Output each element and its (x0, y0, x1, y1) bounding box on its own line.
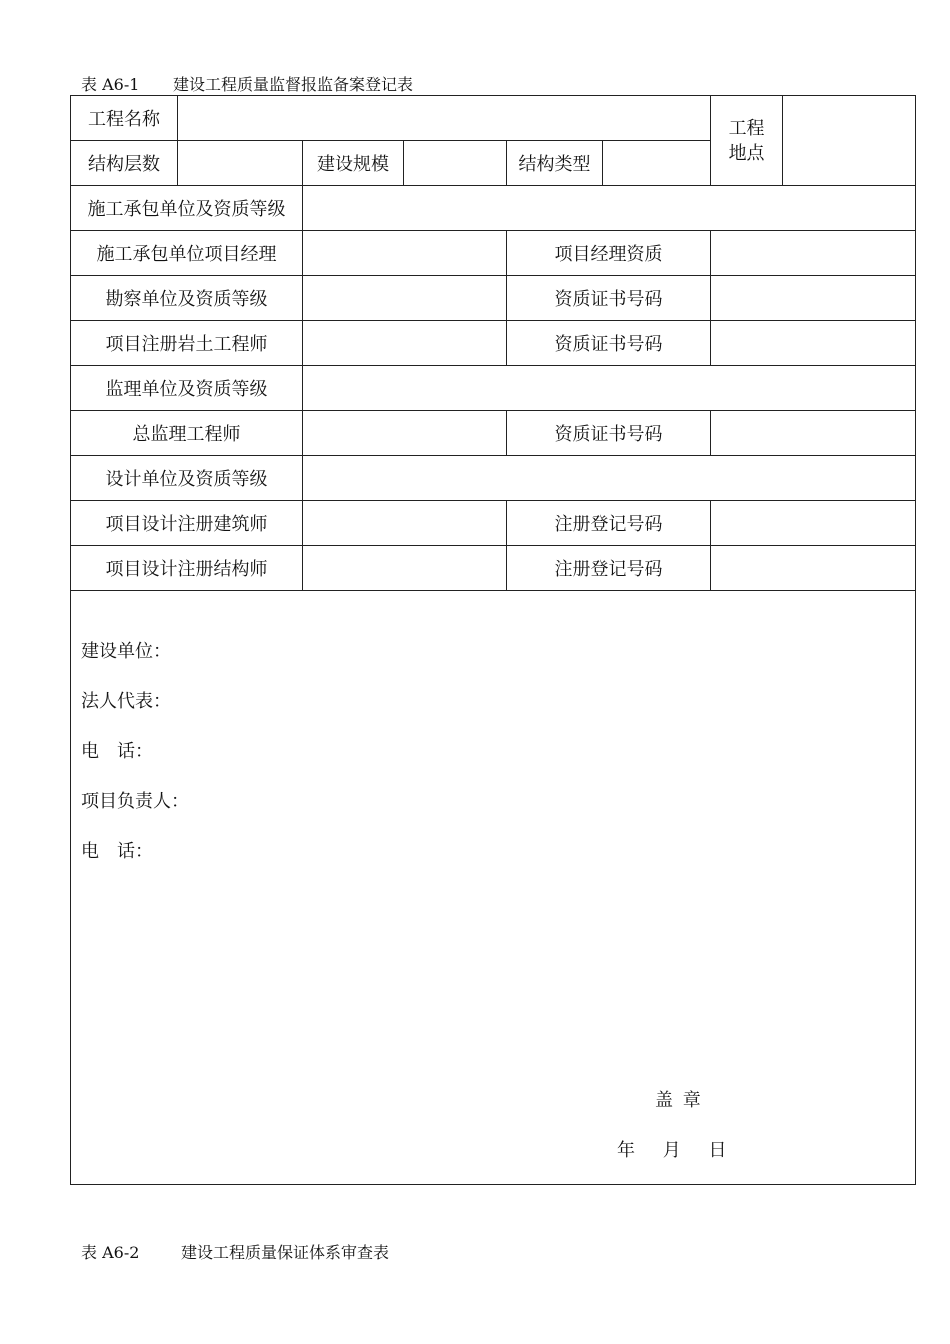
field-structural-engineer[interactable] (303, 546, 507, 591)
project-lead-label: 项目负责人： (81, 791, 189, 812)
date-line (617, 1136, 748, 1162)
label-chief-supervisor: 总监理工程师 (71, 411, 303, 456)
label-cert-no: 资质证书号码 (507, 321, 711, 366)
label-structure-floors: 结构层数 (71, 141, 178, 186)
label-structural-engineer: 项目设计注册结构师 (71, 546, 303, 591)
field-contractor-pm[interactable] (303, 231, 507, 276)
label-cert-no: 资质证书号码 (507, 411, 711, 456)
label-architect: 项目设计注册建筑师 (71, 501, 303, 546)
table-row (71, 456, 916, 501)
label-location-line1: 工程 (728, 117, 765, 139)
field-pm-qualification[interactable] (711, 231, 916, 276)
label-project-name: 工程名称 (71, 96, 178, 141)
label-construction-scale: 建设规模 (303, 141, 404, 186)
phone-label: 电 话： (81, 741, 153, 762)
registration-form-table (70, 95, 916, 1185)
field-cert-no[interactable] (711, 411, 916, 456)
label-location-line2: 地点 (728, 142, 765, 164)
field-project-location[interactable] (783, 96, 916, 186)
phone-label: 电 话： (81, 841, 153, 862)
form-caption-a6-1 (81, 72, 414, 95)
label-project-location (711, 96, 783, 186)
table-row (71, 96, 916, 141)
label-structure-type: 结构类型 (507, 141, 603, 186)
legal-rep-label: 法人代表： (81, 691, 171, 712)
month-label: 月 (662, 1140, 681, 1161)
day-label: 日 (708, 1140, 727, 1161)
label-supervision-unit: 监理单位及资质等级 (71, 366, 303, 411)
field-reg-no[interactable] (711, 501, 916, 546)
builder-label: 建设单位： (81, 641, 171, 662)
label-geotech-engineer: 项目注册岩土工程师 (71, 321, 303, 366)
field-project-name[interactable] (178, 96, 711, 141)
label-reg-no: 注册登记号码 (507, 546, 711, 591)
field-contractor-qualification[interactable] (303, 186, 916, 231)
field-architect[interactable] (303, 501, 507, 546)
field-supervision-unit[interactable] (303, 366, 916, 411)
field-cert-no[interactable] (711, 321, 916, 366)
label-contractor-qualification: 施工承包单位及资质等级 (71, 186, 303, 231)
table-row (71, 321, 916, 366)
form-number: 表 A6-1 (81, 75, 140, 94)
field-structure-floors[interactable] (178, 141, 303, 186)
table-row (71, 411, 916, 456)
table-row (71, 231, 916, 276)
field-construction-scale[interactable] (404, 141, 507, 186)
label-cert-no: 资质证书号码 (507, 276, 711, 321)
field-cert-no[interactable] (711, 276, 916, 321)
table-row (71, 501, 916, 546)
label-reg-no: 注册登记号码 (507, 501, 711, 546)
table-row (71, 546, 916, 591)
field-geotech-engineer[interactable] (303, 321, 507, 366)
form-title: 建设工程质量保证体系审查表 (181, 1243, 390, 1262)
form-number: 表 A6-2 (81, 1243, 140, 1262)
table-row (71, 276, 916, 321)
year-label: 年 (617, 1140, 635, 1161)
field-design-unit[interactable] (303, 456, 916, 501)
label-contractor-pm: 施工承包单位项目经理 (71, 231, 303, 276)
field-reg-no[interactable] (711, 546, 916, 591)
table-row (71, 366, 916, 411)
label-pm-qualification: 项目经理资质 (507, 231, 711, 276)
label-design-unit: 设计单位及资质等级 (71, 456, 303, 501)
field-survey-unit[interactable] (303, 276, 507, 321)
table-row (71, 591, 916, 1185)
table-row (71, 186, 916, 231)
field-chief-supervisor[interactable] (303, 411, 507, 456)
label-survey-unit: 勘察单位及资质等级 (71, 276, 303, 321)
form-title: 建设工程质量监督报监备案登记表 (173, 75, 414, 94)
form-caption-a6-2 (81, 1240, 390, 1263)
signature-area[interactable] (71, 591, 916, 1185)
seal-label: 盖 章 (655, 1090, 703, 1111)
field-structure-type[interactable] (603, 141, 711, 186)
